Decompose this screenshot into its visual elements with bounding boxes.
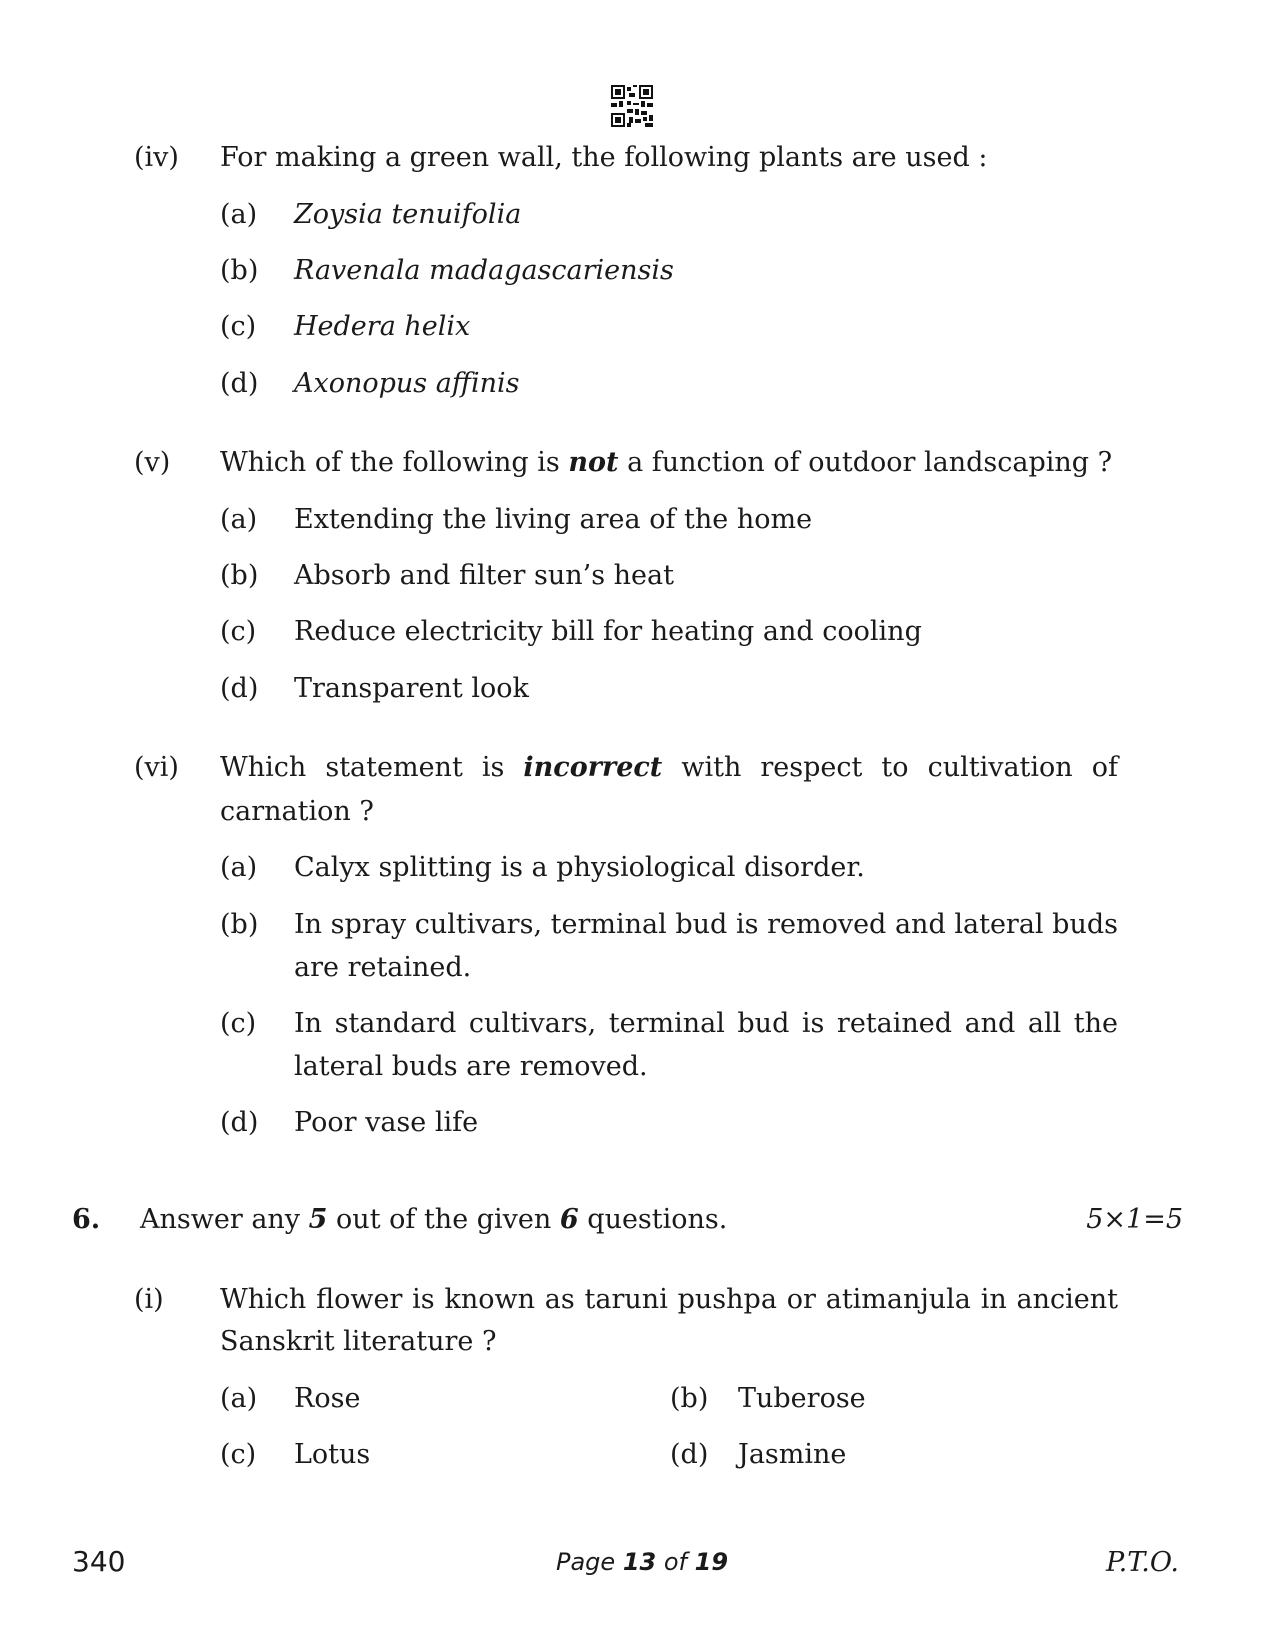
emphasis-not: not	[568, 447, 619, 478]
question-text-i-line2: Sanskrit literature ?	[220, 1326, 497, 1357]
option-text-iv-d: Axonopus affinis	[294, 368, 520, 399]
option-text-i-d: Jasmine	[738, 1439, 847, 1470]
option-text-v-d: Transparent look	[294, 673, 529, 704]
question-text-vi-line2: carnation ?	[220, 796, 374, 827]
option-label: (d)	[220, 673, 259, 704]
option-label: (b)	[220, 560, 259, 591]
option-label: (c)	[220, 1439, 257, 1470]
option-text-vi-c-line2: lateral buds are removed.	[294, 1051, 648, 1082]
option-label: (a)	[220, 199, 258, 230]
option-label: (b)	[220, 909, 259, 940]
option-label: (d)	[220, 1107, 259, 1138]
marks: 5×1=5	[1086, 1204, 1183, 1235]
paper-code: 340	[72, 1545, 126, 1578]
option-label: (d)	[670, 1439, 709, 1470]
question-text-i: Which flower is known as taruni pushpa or atimanjula in ancient	[220, 1284, 1118, 1315]
question-number-i: (i)	[134, 1284, 164, 1315]
option-text-vi-b: In spray cultivars, terminal bud is removed and lateral buds	[294, 909, 1118, 940]
option-text-iv-b: Ravenala madagascariensis	[294, 255, 674, 286]
option-label: (b)	[220, 255, 259, 286]
option-text-vi-d: Poor vase life	[294, 1107, 479, 1138]
question-number-v: (v)	[134, 447, 171, 478]
question-text-v: Which of the following is not a function of outdoor landscaping ?	[220, 447, 1113, 478]
option-text-i-c: Lotus	[294, 1439, 371, 1470]
option-text-i-a: Rose	[294, 1383, 361, 1414]
option-label: (c)	[220, 616, 257, 647]
option-label: (d)	[220, 368, 259, 399]
option-label: (a)	[220, 1383, 258, 1414]
qr-code	[611, 85, 653, 127]
option-label: (c)	[220, 311, 257, 342]
option-text-iv-a: Zoysia tenuifolia	[294, 199, 522, 230]
question-text-vi: Which statement is incorrect with respect to cultivation of	[220, 752, 1118, 783]
option-text-v-a: Extending the living area of the home	[294, 504, 813, 535]
option-text-iv-c: Hedera helix	[294, 311, 471, 342]
option-label: (b)	[670, 1383, 709, 1414]
question-text-iv: For making a green wall, the following plants are used :	[220, 142, 988, 173]
option-text-i-b: Tuberose	[738, 1383, 866, 1414]
page-number: Page 13 of 19	[556, 1548, 729, 1576]
question-text-6: Answer any 5 out of the given 6 questions.	[140, 1204, 728, 1235]
emphasis-incorrect: incorrect	[523, 752, 663, 783]
question-number-6: 6.	[72, 1204, 101, 1235]
option-text-v-c: Reduce electricity bill for heating and cooling	[294, 616, 922, 647]
option-text-vi-c: In standard cultivars, terminal bud is retained and all the	[294, 1008, 1118, 1039]
pto: P.T.O.	[1105, 1547, 1179, 1578]
option-text-vi-b-line2: are retained.	[294, 952, 472, 983]
option-text-vi-a: Calyx splitting is a physiological disorder.	[294, 852, 865, 883]
option-label: (a)	[220, 504, 258, 535]
question-number-iv: (iv)	[134, 142, 179, 173]
option-label: (c)	[220, 1008, 257, 1039]
option-text-v-b: Absorb and filter sun’s heat	[294, 560, 674, 591]
option-label: (a)	[220, 852, 258, 883]
question-number-vi: (vi)	[134, 752, 179, 783]
